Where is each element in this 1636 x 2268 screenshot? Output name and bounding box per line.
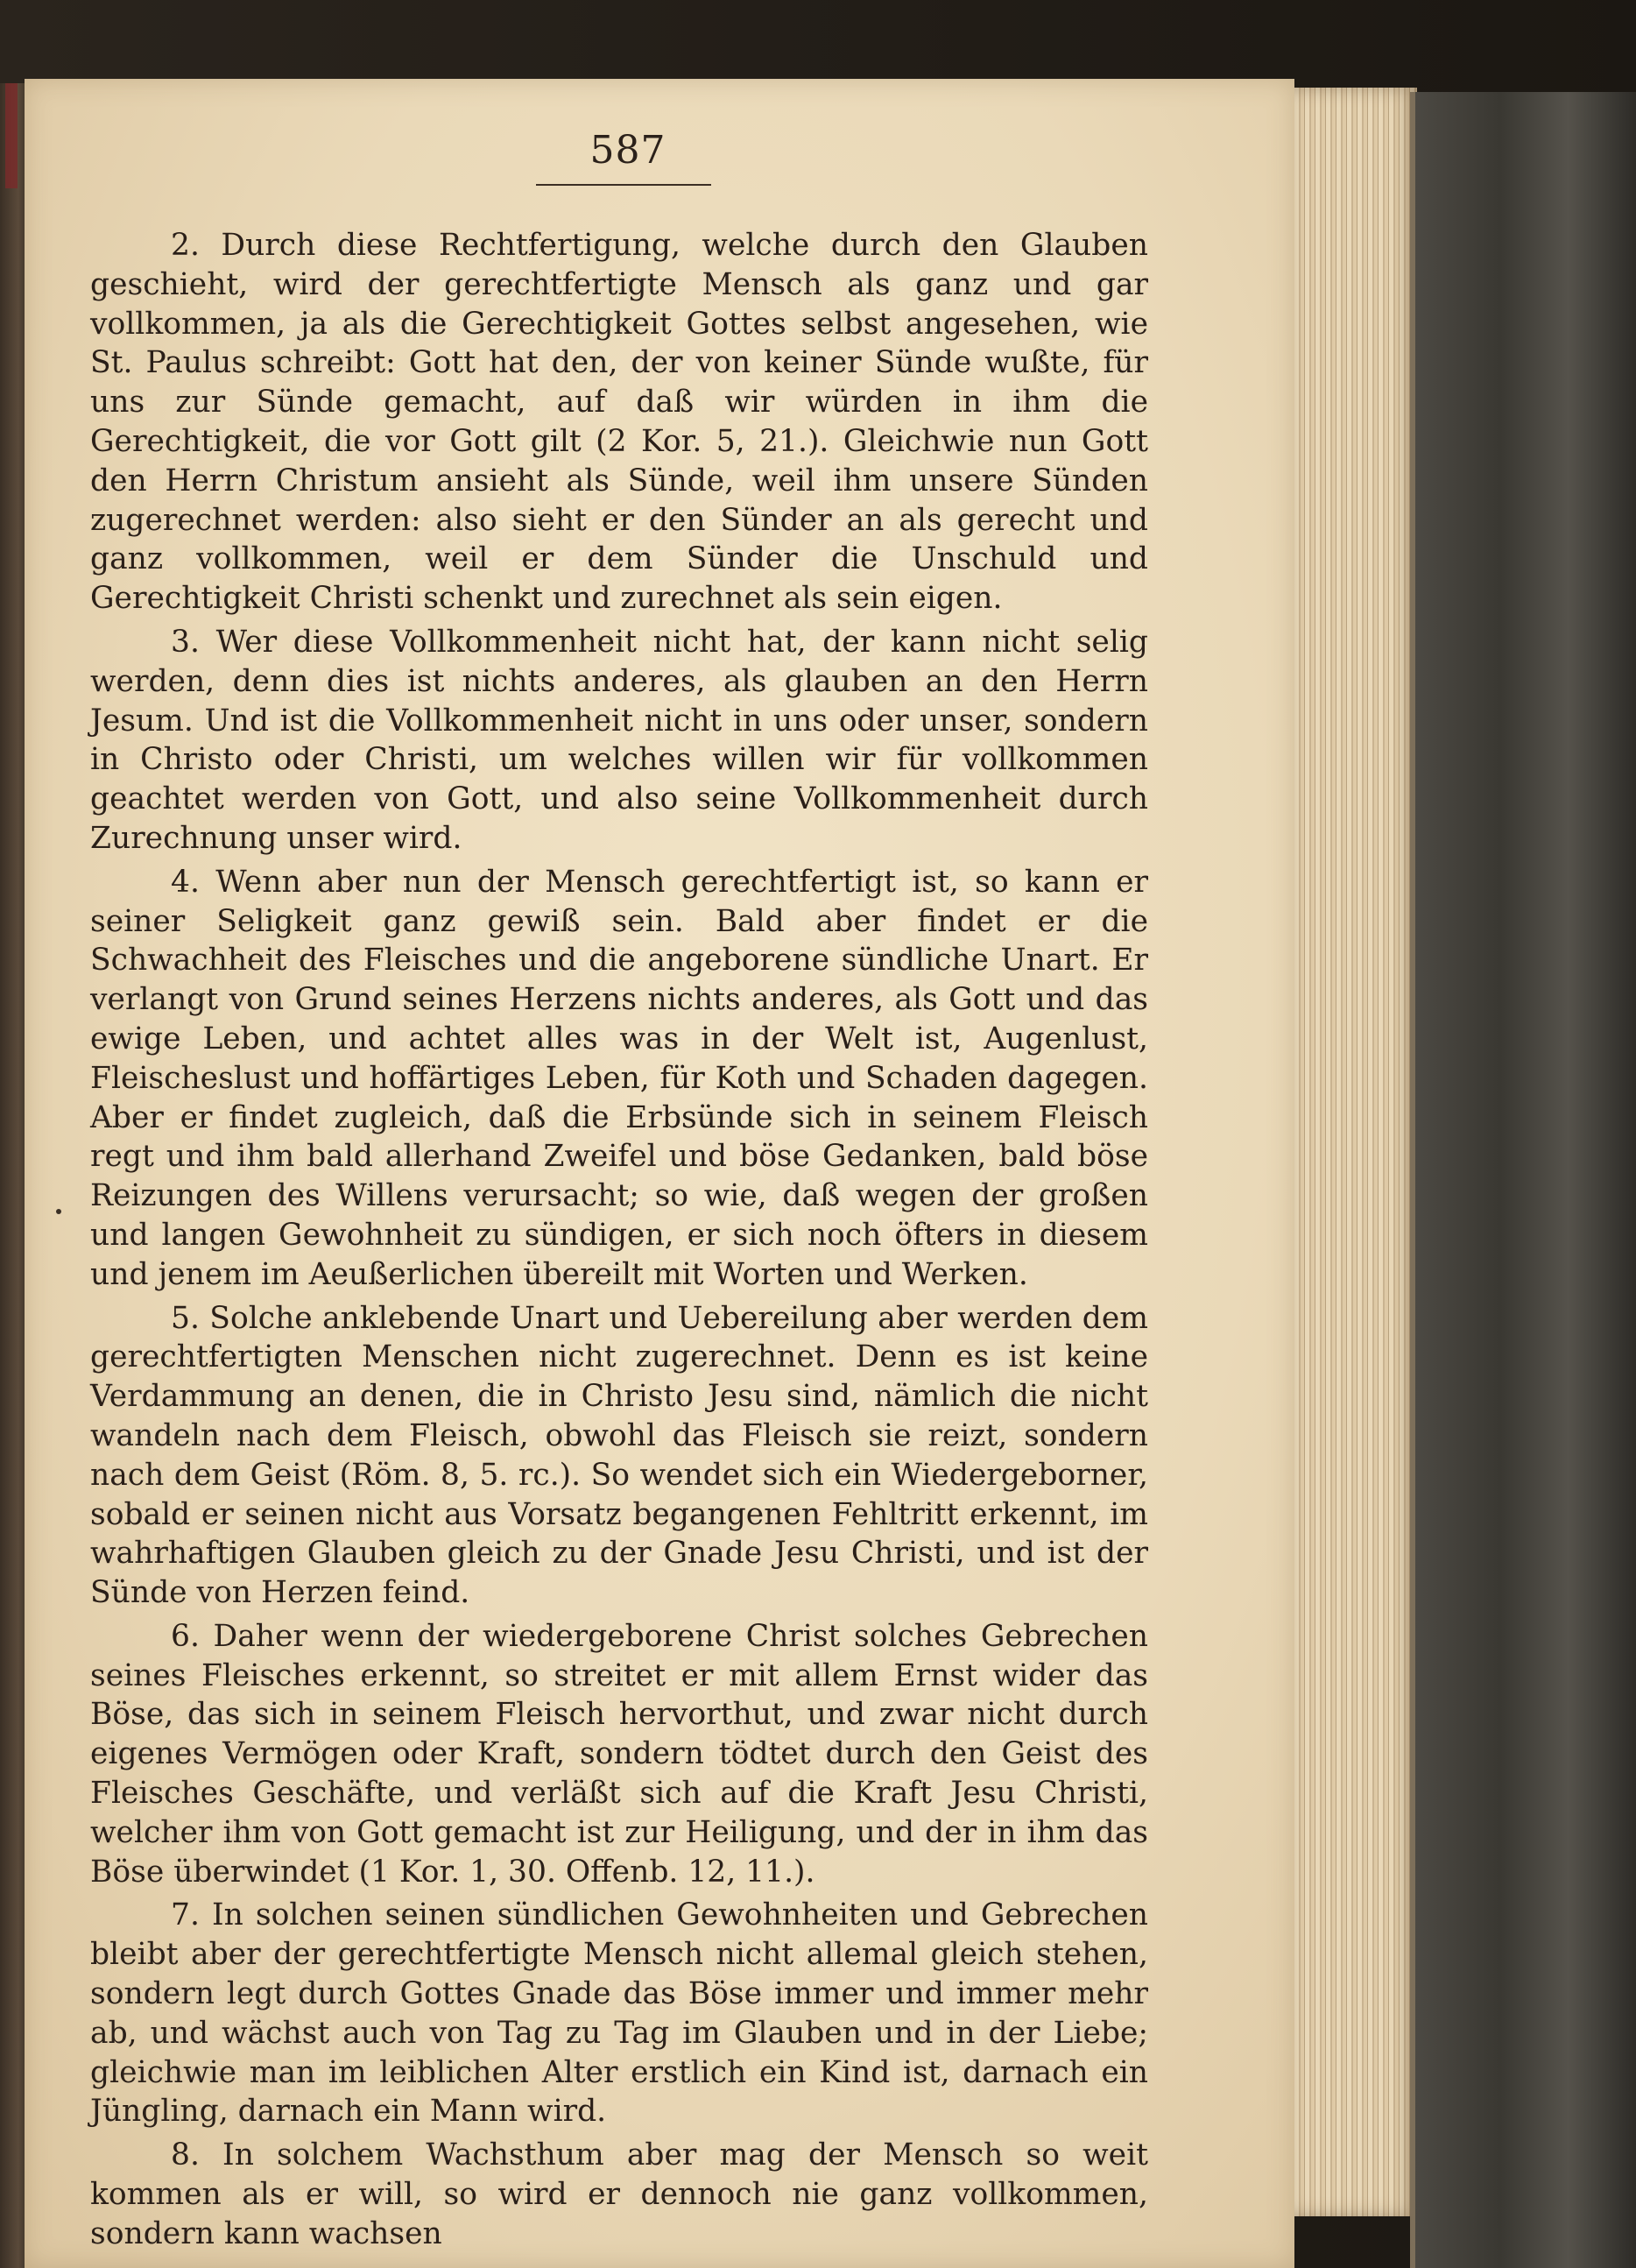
page-number: 587 [589, 128, 666, 173]
paragraph-4: 4. Wenn aber nun der Mensch gerechtfertigt ist, so kann er seiner Seligkeit ganz gewiß sein. Bald aber findet er die Schwachheit des Fleisches und die angeborene sündliche Unart. Er verlangt von Grund seines Herzens nichts anderes, als Gott und das ewige Leben, und achtet alles was in der Welt ist, Augenlust, Fleischeslust und hoffärtiges Leben, für Koth und Schaden dagegen. Aber er findet zugleich, daß die Erbsünde sich in seinem Fleisch regt und ihm bald allerhand Zweifel und böse Gedanken, bald böse Reizungen des Willens verursacht; so wie, daß wegen der großen und langen Gewohnheit zu sündigen, er sich noch öfters in diesem und jenem im Aeußerlichen übereilt mit Worten und Werken. [90, 864, 1148, 1292]
page-number-rule [536, 184, 711, 186]
body-text [90, 226, 1148, 2254]
paragraph-7: 7. In solchen seinen sündlichen Gewohnheiten und Gebrechen bleibt aber der gerechtfertigte Mensch nicht allemal gleich stehen, sondern legt durch Gottes Gnade das Böse immer und immer mehr ab, und wächst auch von Tag zu Tag im Glauben und in der Liebe; gleichwie man im leiblichen Alter erstlich ein Kind ist, darnach ein Jüngling, darnach ein Mann wird. [90, 1897, 1148, 2130]
paragraph-2: 2. Durch diese Rechtfertigung, welche durch den Glauben geschieht, wird der gerechtfertigte Mensch als ganz und gar vollkommen, ja als die Gerechtigkeit Gottes selbst angesehen, wie St. Paulus schreibt: Gott hat den, der von keiner Sünde wußte, für uns zur Sünde gemacht, auf daß wir würden in ihm die Gerechtigkeit, die vor Gott gilt (2 Kor. 5, 21.). Gleichwie nun Gott den Herrn Christum ansieht als Sünde, weil ihm unsere Sünden zugerechnet werden: also sieht er den Sünder an als gerecht und ganz vollkommen, weil er dem Sünder die Unschuld und Gerechtigkeit Christi schenkt und zurechnet als sein eigen. [90, 228, 1148, 617]
paragraph-8: 8. In solchem Wachsthum aber mag der Mensch so weit kommen als er will, so wird er dennoch nie ganz vollkommen, sondern kann wachsen [90, 2137, 1148, 2251]
page-edges [1294, 88, 1417, 2216]
paragraph-6: 6. Daher wenn der wiedergeborene Christ solches Gebrechen seines Fleisches erkennt, so streitet er mit allem Ernst wider das Böse, das sich in seinem Fleisch hervorthut, und zwar nicht durch eigenes Vermögen oder Kraft, sondern tödtet durch den Geist des Fleisches Geschäfte, und verläßt sich auf die Kraft Jesu Christi, welcher ihm von Gott gemacht ist zur Heiligung, und der in ihm das Böse überwindet (1 Kor. 1, 30. Offenb. 12, 11.). [90, 1618, 1148, 1890]
paragraph-5: 5. Solche anklebende Unart und Uebereilung aber werden dem gerechtfertigten Menschen nicht zugerechnet. Denn es ist keine Verdammung an denen, die in Christo Jesu sind, nämlich die nicht wandeln nach dem Fleisch, obwohl das Fleisch sie reizt, sondern nach dem Geist (Röm. 8, 5. rc.). So wendet sich ein Wiedergeborner, sobald er seinen nicht aus Vorsatz begangenen Fehltritt erkennt, im wahrhaftigen Glauben gleich zu der Gnade Jesu Christi, und ist der Sünde von Herzen feind. [90, 1300, 1148, 1611]
right-cover-board [1410, 92, 1636, 2268]
margin-dot [56, 1209, 61, 1214]
paragraph-3: 3. Wer diese Vollkommenheit nicht hat, der kann nicht selig werden, denn dies ist nichts anderes, als glauben an den Herrn Jesum. Und ist die Vollkommenheit nicht in uns oder unser, sondern in Christo oder Christi, um welches willen wir für vollkommen geachtet werden von Gott, und also seine Vollkommenheit durch Zurechnung unser wird. [90, 624, 1148, 856]
